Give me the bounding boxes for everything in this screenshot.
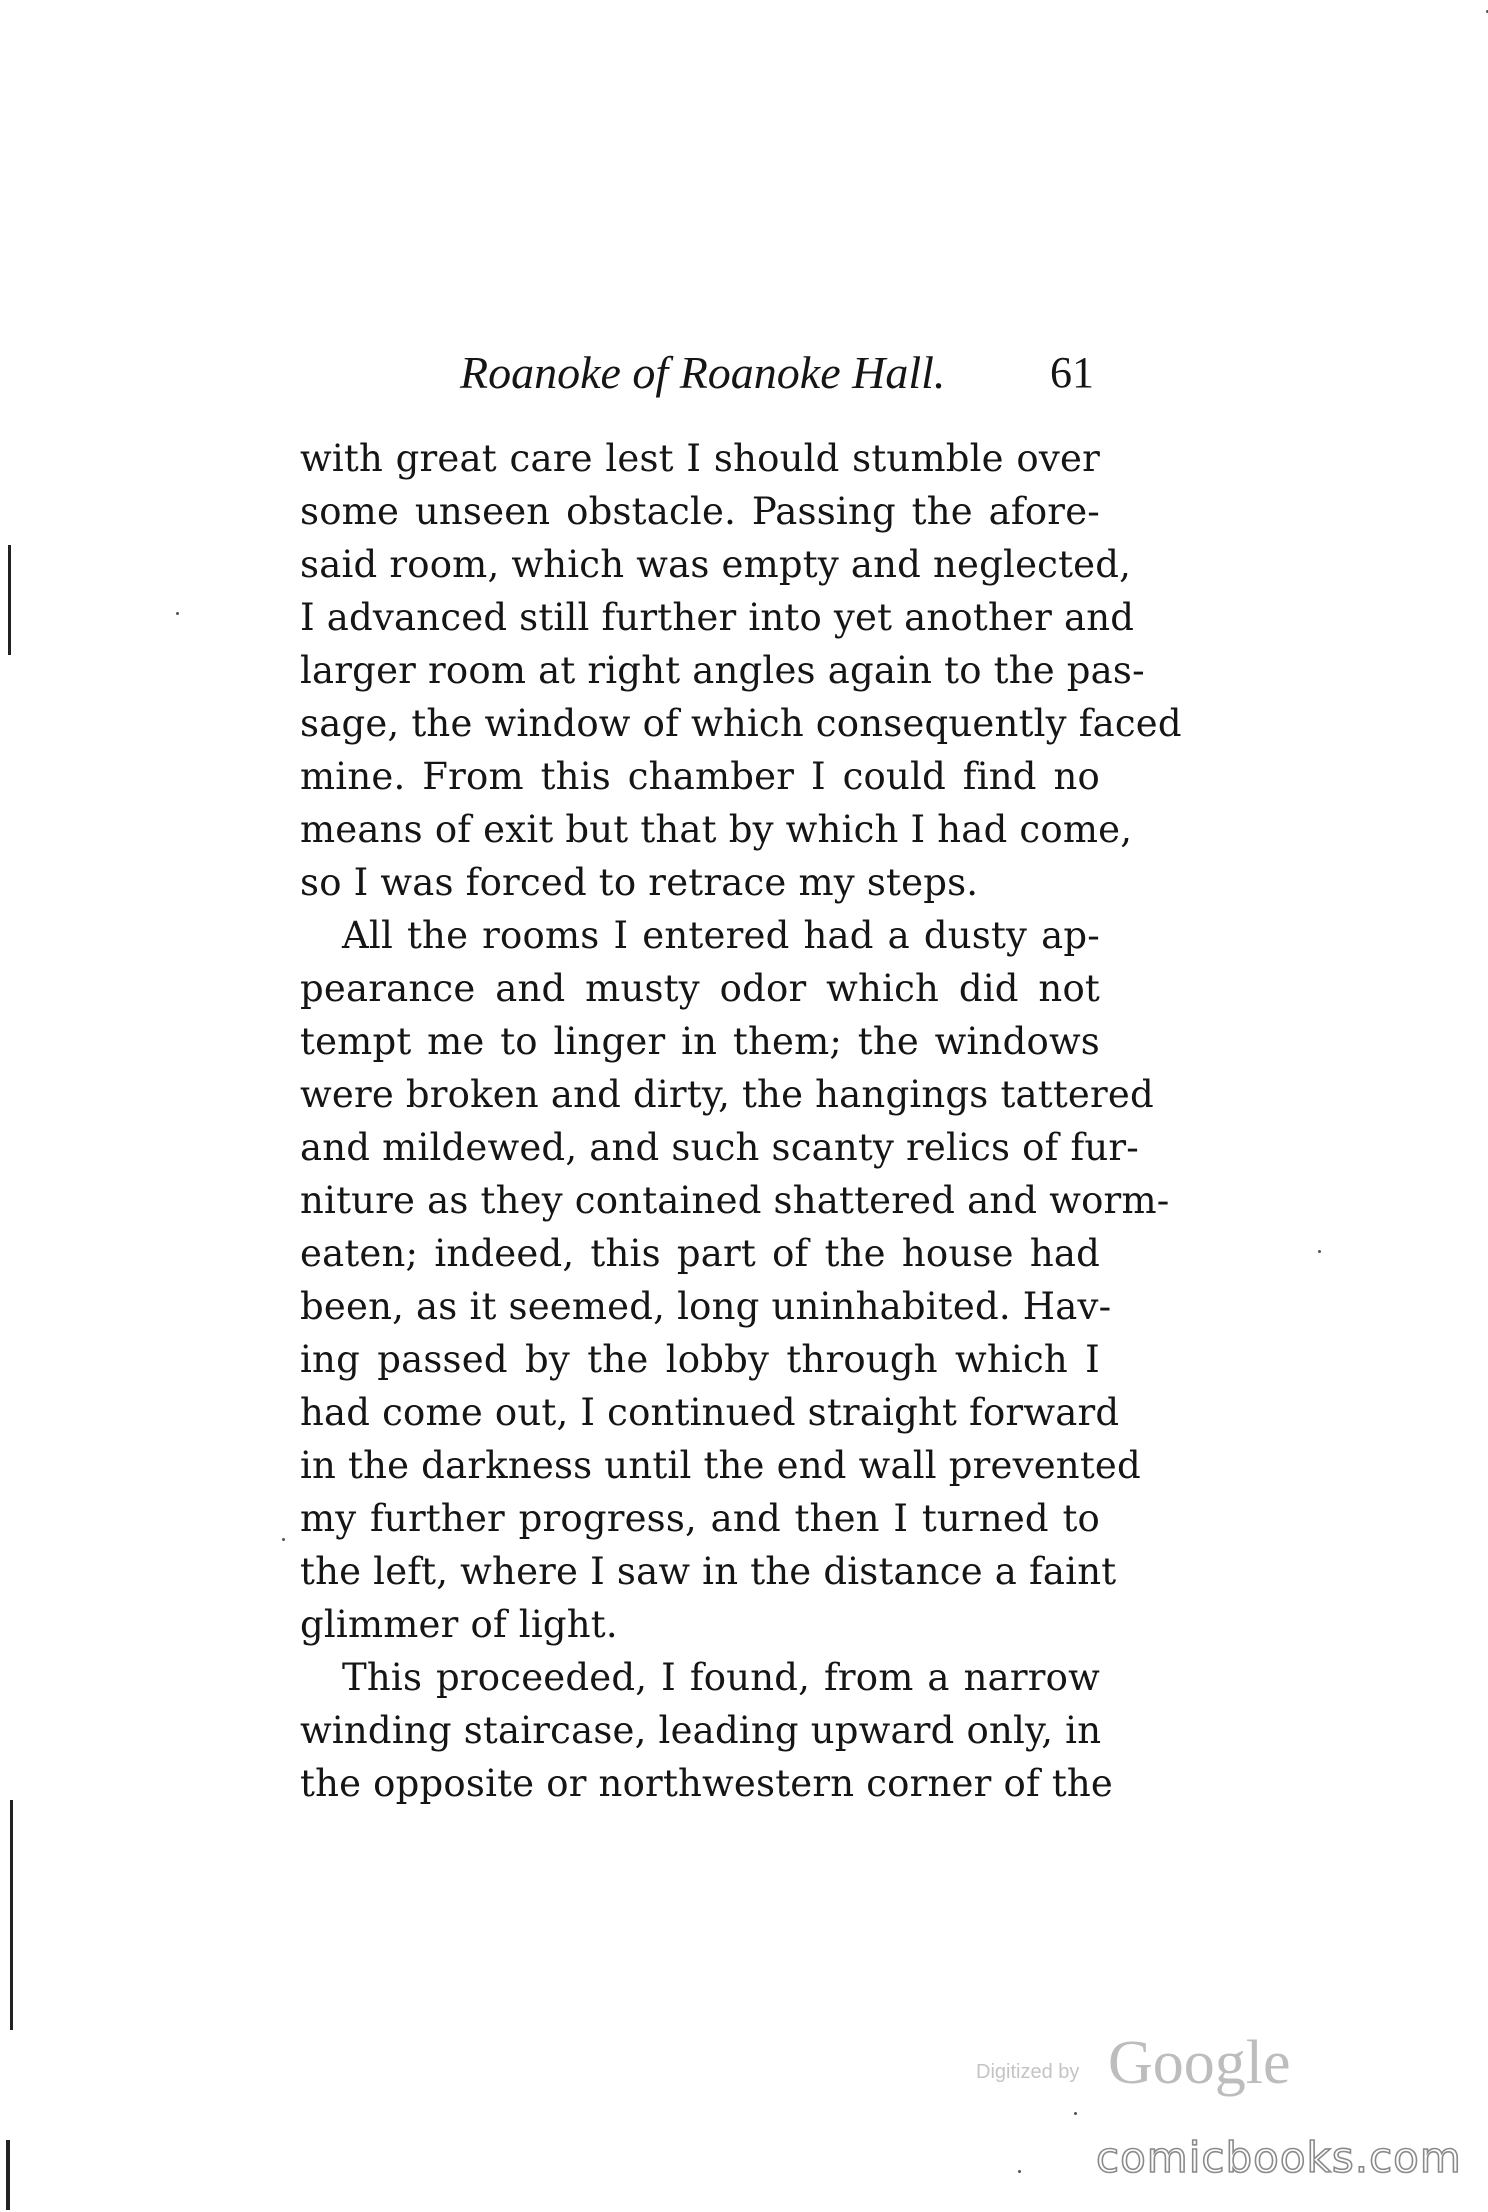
text-line: said room, which was empty and neglected, [300, 543, 1132, 586]
text-line: mine. From this chamber I could find no [300, 755, 1100, 798]
scan-edge-mark [6, 2140, 10, 2210]
site-watermark: comicbooks.com [1096, 2133, 1462, 2182]
text-line: tempt me to linger in them; the windows [300, 1020, 1100, 1063]
scan-edge-mark [10, 1800, 13, 2030]
text-line: pearance and musty odor which did not [300, 967, 1100, 1010]
scan-speck [1318, 1250, 1321, 1253]
google-logo: Google [1108, 2029, 1291, 2097]
scan-speck [282, 1538, 285, 1541]
text-line: ing passed by the lobby through which I [300, 1338, 1100, 1381]
text-line: had come out, I continued straight forward [300, 1391, 1120, 1434]
text-line: larger room at right angles again to the pas- [300, 649, 1145, 692]
text-line: the opposite or northwestern corner of the [300, 1762, 1114, 1805]
text-line: the left, where I saw in the distance a faint [300, 1550, 1117, 1593]
text-line: niture as they contained shattered and worm- [300, 1179, 1170, 1222]
body-text [300, 432, 1182, 1810]
text-line: winding staircase, leading upward only, in [300, 1709, 1102, 1752]
running-title: Roanoke of Roanoke Hall. [460, 347, 946, 398]
paragraph-start-line: All the rooms I entered had a dusty ap- [342, 914, 1100, 957]
page-number: 61 [1050, 348, 1094, 397]
text-line: with great care lest I should stumble over [300, 437, 1100, 480]
scan-speck [1074, 2112, 1077, 2115]
text-line: some unseen obstacle. Passing the afore- [300, 490, 1100, 533]
text-line: so I was forced to retrace my steps. [300, 861, 979, 904]
text-line: I advanced still further into yet another and [300, 596, 1135, 639]
text-line: been, as it seemed, long uninhabited. Hav- [300, 1285, 1112, 1328]
text-line: were broken and dirty, the hangings tattered [300, 1073, 1154, 1116]
paragraph-start-line: This proceeded, I found, from a narrow [342, 1656, 1100, 1699]
text-line: my further progress, and then I turned to [300, 1497, 1100, 1540]
text-line: sage, the window of which consequently faced [300, 702, 1182, 745]
running-head [300, 338, 1100, 408]
scan-edge-mark [8, 545, 11, 655]
text-line: means of exit but that by which I had come, [300, 808, 1133, 851]
digitized-by-google-watermark [976, 2028, 1291, 2098]
digitized-label: Digitized by [976, 2061, 1080, 2083]
text-line: eaten; indeed, this part of the house had [300, 1232, 1100, 1275]
text-line: glimmer of light. [300, 1603, 618, 1646]
scan-speck [176, 612, 179, 615]
text-line: in the darkness until the end wall prevented [300, 1444, 1141, 1487]
text-line: and mildewed, and such scanty relics of fur- [300, 1126, 1140, 1169]
scan-speck [1018, 2170, 1021, 2173]
